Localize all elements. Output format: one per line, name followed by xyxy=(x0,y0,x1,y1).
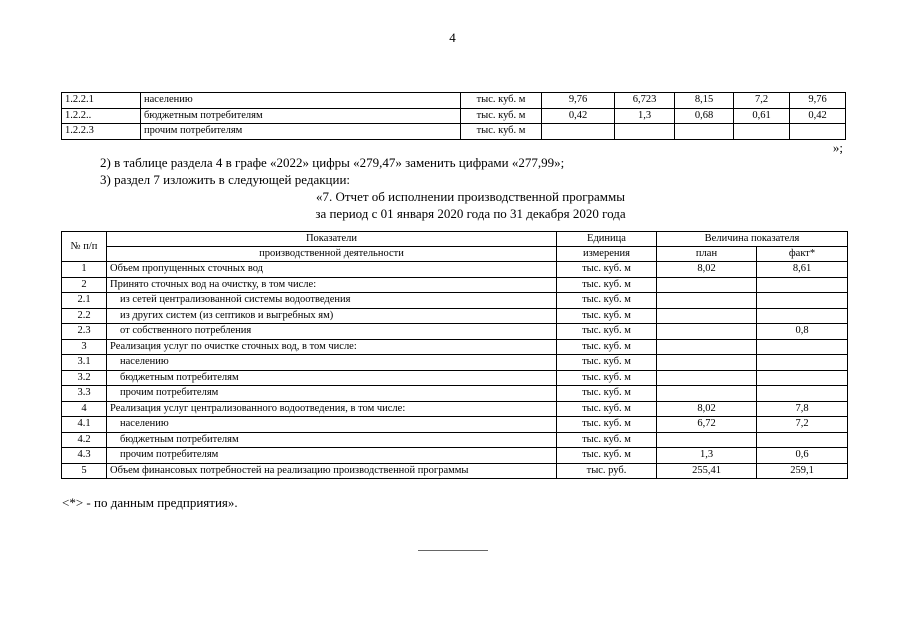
row-indicator: Объем финансовых потребностей на реализацию производственной программы xyxy=(107,463,557,479)
row-unit: тыс. куб. м xyxy=(557,324,657,340)
row-number: 3 xyxy=(62,339,107,355)
row-unit: тыс. куб. м xyxy=(557,355,657,371)
table-row xyxy=(62,448,848,464)
row-fact: 0,6 xyxy=(757,448,848,464)
row-unit: тыс. куб. м xyxy=(557,293,657,309)
row-indicator: бюджетным потребителям xyxy=(107,370,557,386)
row-unit: тыс. куб. м xyxy=(557,448,657,464)
row-value: 0,42 xyxy=(790,108,846,124)
row-indicator: из других систем (из септиков и выгребных ям) xyxy=(107,308,557,324)
table-row xyxy=(62,93,846,109)
row-fact xyxy=(757,339,848,355)
row-value: 7,2 xyxy=(734,93,790,109)
row-fact: 0,8 xyxy=(757,324,848,340)
row-value: 6,723 xyxy=(615,93,675,109)
table-row xyxy=(62,339,848,355)
row-value: 8,15 xyxy=(675,93,734,109)
row-unit: тыс. куб. м xyxy=(557,401,657,417)
row-number: 3.1 xyxy=(62,355,107,371)
row-plan xyxy=(657,308,757,324)
row-indicator: Принято сточных вод на очистку, в том числе: xyxy=(107,277,557,293)
table-water-supply-continuation xyxy=(61,92,846,140)
row-indicator: прочим потребителям xyxy=(107,386,557,402)
row-indicator: прочим потребителям xyxy=(107,448,557,464)
row-unit: тыс. куб. м xyxy=(461,108,542,124)
row-plan xyxy=(657,432,757,448)
row-unit: тыс. куб. м xyxy=(557,339,657,355)
row-fact xyxy=(757,308,848,324)
row-value xyxy=(542,124,615,140)
row-plan: 6,72 xyxy=(657,417,757,433)
row-number: 1 xyxy=(62,262,107,278)
table-row xyxy=(62,293,848,309)
row-value: 1,3 xyxy=(615,108,675,124)
table-row xyxy=(62,355,848,371)
row-unit: тыс. куб. м xyxy=(557,417,657,433)
table-row xyxy=(62,386,848,402)
header-plan: план xyxy=(657,247,757,262)
row-unit: тыс. куб. м xyxy=(557,370,657,386)
header-indicators-1: Показатели xyxy=(107,232,557,247)
row-plan xyxy=(657,324,757,340)
row-number: 1.2.2.1 xyxy=(62,93,141,109)
amendment-item-3: 3) раздел 7 изложить в следующей редакции: xyxy=(100,172,351,187)
row-indicator: из сетей централизованной системы водоотведения xyxy=(107,293,557,309)
row-number: 2.1 xyxy=(62,293,107,309)
row-plan xyxy=(657,293,757,309)
closing-quote: »; xyxy=(832,140,843,155)
row-number: 2.3 xyxy=(62,324,107,340)
row-plan xyxy=(657,355,757,371)
row-value: 0,68 xyxy=(675,108,734,124)
row-indicator: населению xyxy=(107,355,557,371)
row-number: 4 xyxy=(62,401,107,417)
header-value: Величина показателя xyxy=(657,232,848,247)
table-row xyxy=(62,401,848,417)
header-indicators-2: производственной деятельности xyxy=(107,247,557,262)
table-row xyxy=(62,108,846,124)
row-indicator: бюджетным потребителям xyxy=(107,432,557,448)
row-unit: тыс. куб. м xyxy=(557,308,657,324)
row-unit: тыс. куб. м xyxy=(557,432,657,448)
amendment-item-2: 2) в таблице раздела 4 в графе «2022» цифры «279,47» заменить цифрами «277,99»; xyxy=(100,155,565,170)
section-heading-line1: «7. Отчет об исполнении производственной программы xyxy=(315,189,625,204)
row-value: 9,76 xyxy=(790,93,846,109)
row-unit: тыс. куб. м xyxy=(461,93,542,109)
row-value xyxy=(790,124,846,140)
row-number: 2.2 xyxy=(62,308,107,324)
table-row xyxy=(62,432,848,448)
row-plan: 255,41 xyxy=(657,463,757,479)
header-unit-2: измерения xyxy=(557,247,657,262)
row-indicator: населению xyxy=(107,417,557,433)
row-unit: тыс. куб. м xyxy=(461,124,542,140)
row-fact xyxy=(757,277,848,293)
row-plan xyxy=(657,339,757,355)
row-unit: тыс. куб. м xyxy=(557,277,657,293)
row-unit: тыс. руб. xyxy=(557,463,657,479)
row-indicator: Реализация услуг по очистке сточных вод, в том числе: xyxy=(107,339,557,355)
row-value: 0,42 xyxy=(542,108,615,124)
header-num: № п/п xyxy=(62,232,107,262)
row-number: 2 xyxy=(62,277,107,293)
row-plan xyxy=(657,370,757,386)
row-unit: тыс. куб. м xyxy=(557,386,657,402)
row-indicator: прочим потребителям xyxy=(141,124,461,140)
row-indicator: Реализация услуг централизованного водоотведения, в том числе: xyxy=(107,401,557,417)
row-value: 0,61 xyxy=(734,108,790,124)
row-number: 5 xyxy=(62,463,107,479)
footnote: <*> - по данным предприятия». xyxy=(62,495,238,510)
row-fact xyxy=(757,355,848,371)
table-row xyxy=(62,463,848,479)
table-production-report xyxy=(61,231,848,479)
table-row xyxy=(62,124,846,140)
row-number: 1.2.2.3 xyxy=(62,124,141,140)
row-plan xyxy=(657,277,757,293)
row-fact xyxy=(757,370,848,386)
row-value xyxy=(734,124,790,140)
row-indicator: Объем пропущенных сточных вод xyxy=(107,262,557,278)
row-fact xyxy=(757,386,848,402)
row-fact xyxy=(757,293,848,309)
row-fact: 7,2 xyxy=(757,417,848,433)
row-fact: 7,8 xyxy=(757,401,848,417)
row-number: 4.1 xyxy=(62,417,107,433)
row-indicator: от собственного потребления xyxy=(107,324,557,340)
row-number: 4.2 xyxy=(62,432,107,448)
table-row xyxy=(62,417,848,433)
page-number: 4 xyxy=(449,30,456,45)
row-fact: 8,61 xyxy=(757,262,848,278)
row-indicator: бюджетным потребителям xyxy=(141,108,461,124)
section-heading-line2: за период с 01 января 2020 года по 31 декабря 2020 года xyxy=(315,206,626,221)
row-fact xyxy=(757,432,848,448)
row-plan: 8,02 xyxy=(657,262,757,278)
table-row xyxy=(62,262,848,278)
row-number: 3.3 xyxy=(62,386,107,402)
header-fact: факт* xyxy=(757,247,848,262)
table-row xyxy=(62,308,848,324)
table-row xyxy=(62,277,848,293)
header-unit-1: Единица xyxy=(557,232,657,247)
row-plan: 8,02 xyxy=(657,401,757,417)
row-number: 1.2.2.. xyxy=(62,108,141,124)
separator-line xyxy=(418,550,488,551)
row-indicator: населению xyxy=(141,93,461,109)
row-fact: 259,1 xyxy=(757,463,848,479)
row-plan xyxy=(657,386,757,402)
row-plan: 1,3 xyxy=(657,448,757,464)
row-value xyxy=(615,124,675,140)
row-unit: тыс. куб. м xyxy=(557,262,657,278)
row-value: 9,76 xyxy=(542,93,615,109)
row-value xyxy=(675,124,734,140)
row-number: 3.2 xyxy=(62,370,107,386)
table-row xyxy=(62,324,848,340)
table-row xyxy=(62,370,848,386)
row-number: 4.3 xyxy=(62,448,107,464)
